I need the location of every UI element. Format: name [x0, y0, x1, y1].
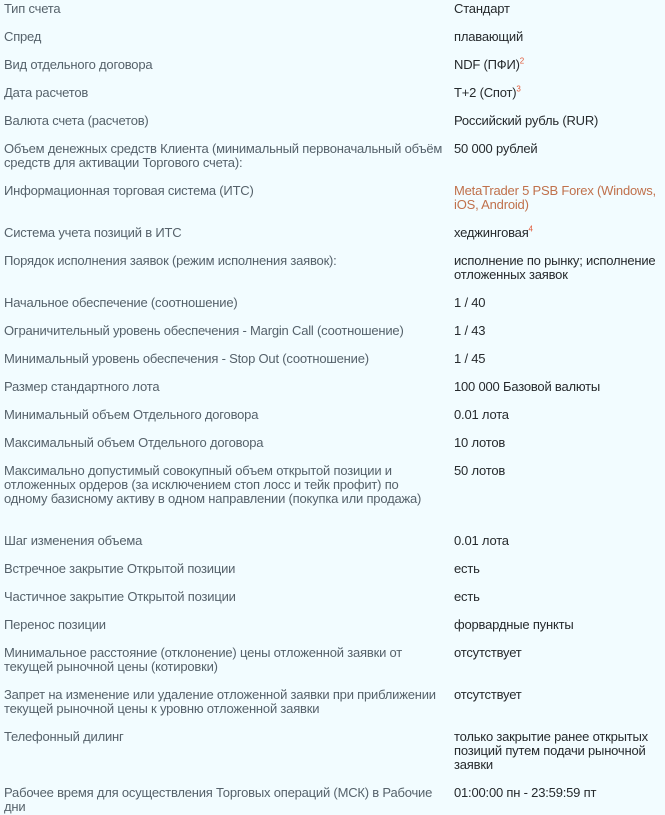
row-value: 1 / 40	[454, 295, 486, 310]
row-label: Информационная торговая система (ИТС)	[4, 183, 254, 198]
row-value: 01:00:00 пн - 23:59:59 пт	[454, 785, 597, 800]
row-label: Спред	[4, 29, 42, 44]
footnote-link[interactable]: 4	[528, 224, 533, 234]
row-label: Вид отдельного договора	[4, 57, 153, 72]
row-label: Тип счета	[4, 1, 61, 16]
row-label: Максимально допустимый совокупный объем открытой позиции и отложенных ордеров (за исключением стоп лосс и тейк профит) по одному базисному активу в одном направлении (покупка или продажа)	[4, 463, 422, 506]
row-value: 100 000 Базовой валюты	[454, 379, 601, 394]
row-label: Перенос позиции	[4, 617, 106, 632]
row-value: форвардные пункты	[454, 617, 574, 632]
row-value: плавающий	[454, 29, 524, 44]
row-value	[454, 86, 664, 100]
row-label: Минимальный объем Отдельного договора	[4, 407, 259, 422]
row-value: Российский рубль (RUR)	[454, 113, 599, 128]
footnote-link[interactable]: 2	[519, 56, 525, 66]
row-label: Порядок исполнения заявок (режим исполнения заявок):	[4, 253, 337, 268]
row-label: Валюта счета (расчетов)	[4, 113, 149, 128]
value-text: Т+2 (Спот)	[454, 85, 517, 100]
footnote-link[interactable]: 3	[516, 84, 521, 94]
row-value: 1 / 43	[454, 323, 486, 338]
row-label: Ограничительный уровень обеспечения - Margin Call (соотношение)	[4, 323, 404, 338]
row-label: Встречное закрытие Открытой позиции	[4, 561, 236, 576]
row-label: Минимальное расстояние (отклонение) цены отложенной заявки от текущей рыночной цены (котировки)	[4, 645, 403, 674]
value-text: хеджинговая	[454, 225, 529, 240]
row-label: Минимальный уровень обеспечения - Stop Out (соотношение)	[4, 351, 369, 366]
value-text: NDF (ПФИ)	[454, 57, 520, 72]
row-value: есть	[454, 561, 480, 576]
row-label: Максимальный объем Отдельного договора	[4, 435, 264, 450]
row-label: Дата расчетов	[4, 85, 89, 100]
row-value: 50 лотов	[454, 463, 506, 478]
row-label: Система учета позиций в ИТС	[4, 225, 182, 240]
row-value: 0.01 лота	[454, 407, 509, 422]
row-label: Шаг изменения объема	[4, 533, 143, 548]
trading-platform-link[interactable]: MetaTrader 5 PSB Forex (Windows, iOS, Android)	[454, 183, 656, 212]
row-value: только закрытие ранее открытых позиций путем подачи рыночной заявки	[454, 729, 648, 772]
row-value: исполнение по рынку; исполнение отложенных заявок	[454, 253, 656, 282]
row-label: Объем денежных средств Клиента (минимальный первоначальный объём средств для активации Торгового счета):	[4, 141, 443, 170]
row-value: есть	[454, 589, 480, 604]
row-label: Рабочее время для осуществления Торговых операций (МСК) в Рабочие дни	[4, 785, 433, 814]
row-value: отсутствует	[454, 645, 522, 660]
row-value: 10 лотов	[454, 435, 506, 450]
row-value: 50 000 рублей	[454, 141, 538, 156]
row-value	[454, 226, 664, 240]
row-value: Стандарт	[454, 1, 510, 16]
row-label: Запрет на изменение или удаление отложенной заявки при приближении текущей рыночной цены к уровню отложенной заявки	[4, 687, 436, 716]
row-label: Размер стандартного лота	[4, 379, 160, 394]
row-label: Телефонный дилинг	[4, 729, 124, 744]
row-label: Начальное обеспечение (соотношение)	[4, 295, 238, 310]
row-value: 1 / 45	[454, 351, 486, 366]
row-label: Частичное закрытие Открытой позиции	[4, 589, 236, 604]
row-value: отсутствует	[454, 687, 522, 702]
row-value	[454, 58, 664, 72]
row-value: 0.01 лота	[454, 533, 509, 548]
